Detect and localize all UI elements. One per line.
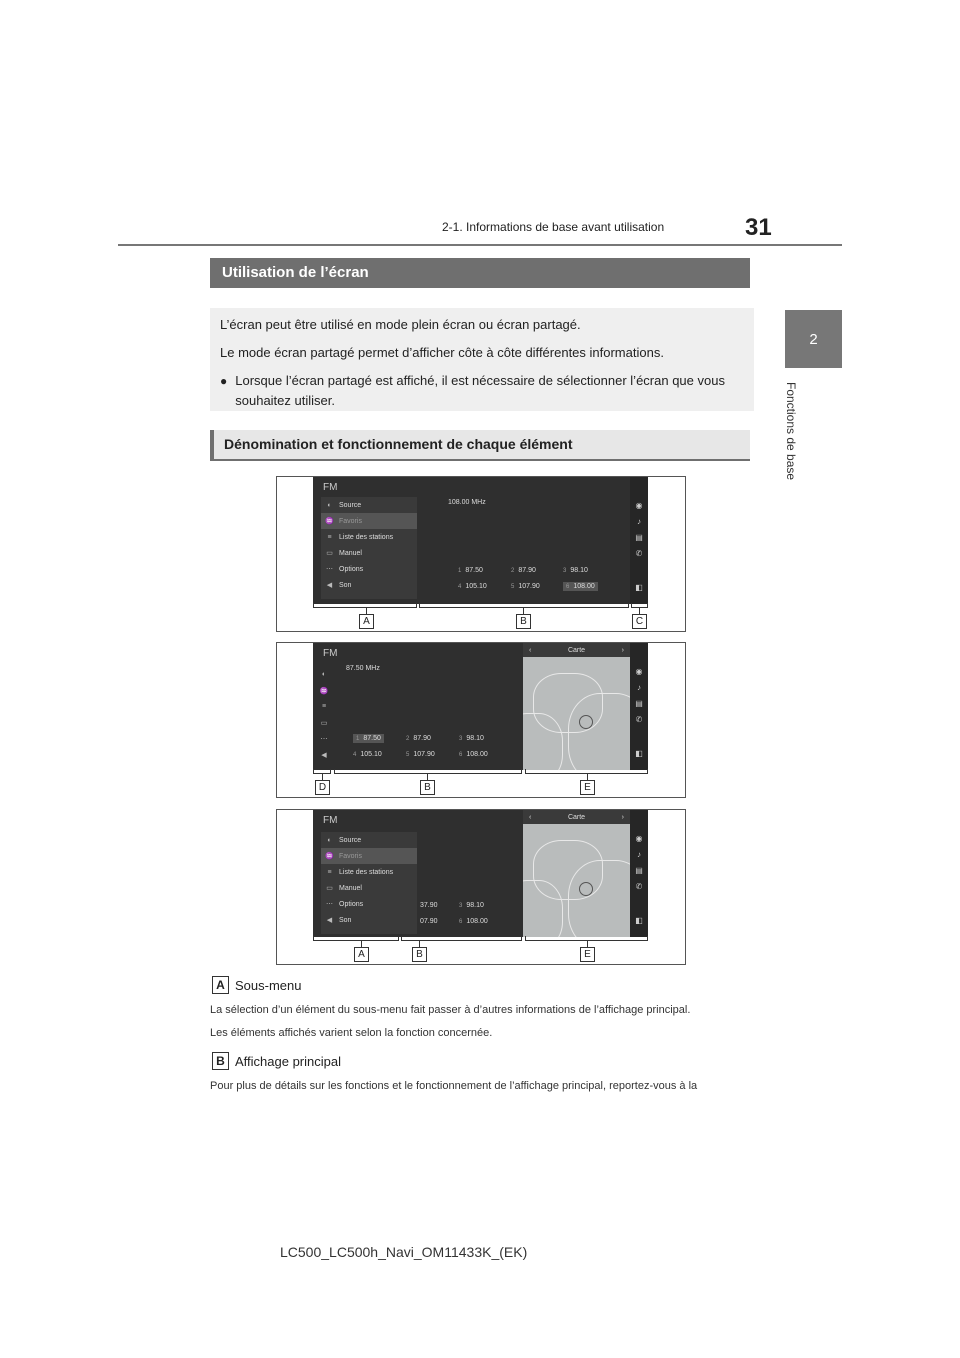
- preset-3[interactable]: 3 98.10: [459, 902, 484, 909]
- menu-item-son[interactable]: ◀ Son: [326, 916, 352, 924]
- preset-6[interactable]: 6 108.00: [459, 751, 488, 758]
- section-heading-screen-use: Utilisation de l’écran: [210, 258, 750, 288]
- phone-icon[interactable]: ✆: [635, 882, 643, 891]
- figure-split-screen: [276, 642, 686, 798]
- menu-item-stations[interactable]: ≡ Liste des stations: [321, 529, 417, 545]
- label-e: E: [580, 947, 595, 962]
- preset-2-cropped[interactable]: 37.90: [420, 902, 438, 909]
- document-code: LC500_LC500h_Navi_OM11433K_(EK): [280, 1244, 528, 1260]
- label-e: E: [580, 780, 595, 795]
- preset-4[interactable]: 4 105.10: [458, 583, 487, 590]
- item-a-title: Sous-menu: [235, 977, 302, 993]
- options-icon[interactable]: ⋯: [320, 736, 328, 743]
- label-b: B: [412, 947, 427, 962]
- music-icon[interactable]: ♪: [637, 850, 641, 859]
- menu-item-source[interactable]: ◐ Source: [321, 832, 417, 848]
- figure-full-screen: [276, 476, 686, 632]
- intro-line-1: L’écran peut être utilisé en mode plein écran ou écran partagé.: [220, 317, 581, 332]
- bracket-b: [334, 773, 522, 774]
- music-icon[interactable]: ♪: [637, 517, 641, 526]
- manual-icon: ▭: [326, 885, 333, 892]
- item-a-heading: [212, 976, 301, 994]
- preset-3[interactable]: 3 98.10: [459, 735, 484, 742]
- station-list-icon: ≡: [327, 533, 332, 541]
- label-d: D: [315, 780, 330, 795]
- preset-5[interactable]: 5 107.90: [406, 751, 435, 758]
- chevron-right-icon[interactable]: ›: [621, 646, 624, 654]
- item-b-title: Affichage principal: [235, 1053, 341, 1069]
- split-screen-icon[interactable]: ◧: [635, 749, 643, 758]
- frequency-readout: 87.50 MHz: [346, 665, 380, 672]
- label-b: B: [516, 614, 531, 629]
- item-b-heading: [212, 1052, 341, 1070]
- chevron-right-icon[interactable]: ›: [621, 813, 624, 821]
- display-screen: [313, 810, 648, 937]
- menu-item-manuel[interactable]: ▭ Manuel: [326, 884, 362, 892]
- frequency-readout: 108.00 MHz: [448, 499, 486, 506]
- preset-1[interactable]: 1 87.50: [458, 567, 483, 574]
- split-screen-icon[interactable]: ◧: [635, 916, 643, 925]
- bracket-a: [313, 607, 417, 608]
- station-list-icon: ≡: [327, 868, 332, 876]
- preset-6[interactable]: 6 108.00: [563, 582, 598, 591]
- side-shortcut-bar: [630, 477, 648, 604]
- map-title: Carte: [567, 646, 586, 654]
- figure-split-submenu: [276, 809, 686, 965]
- preset-5[interactable]: 5 107.90: [511, 583, 540, 590]
- sound-icon: ◀: [326, 917, 333, 924]
- menu-item-stations[interactable]: ≡ Liste des stations: [321, 864, 417, 880]
- chevron-left-icon[interactable]: ‹: [529, 646, 532, 654]
- preset-5-cropped[interactable]: 07.90: [420, 918, 438, 925]
- preset-6[interactable]: 6 108.00: [459, 918, 488, 925]
- sound-icon: ◀: [326, 582, 333, 589]
- menu-item-manuel[interactable]: ▭ Manuel: [326, 549, 362, 557]
- header-rule: [118, 244, 842, 246]
- bullet-icon: ●: [220, 374, 228, 389]
- map-title: Carte: [567, 813, 586, 821]
- band-label: FM: [323, 815, 338, 826]
- display-screen: [313, 477, 648, 604]
- manual-icon[interactable]: ▭: [320, 720, 328, 727]
- menu-item-options[interactable]: ⋯ Options: [326, 900, 364, 908]
- page-number: 31: [745, 214, 772, 241]
- item-b-badge: B: [212, 1052, 229, 1070]
- preset-3[interactable]: 3 98.10: [563, 567, 588, 574]
- preset-2[interactable]: 2 87.90: [406, 735, 431, 742]
- intro-box: [210, 308, 754, 411]
- chapter-title: 2-1. Informations de base avant utilisation: [442, 220, 665, 234]
- info-icon[interactable]: ▤: [635, 699, 643, 708]
- label-b: B: [420, 780, 435, 795]
- chapter-tab-label: Fonctions de base: [784, 382, 798, 481]
- chapter-tab-number: 2: [809, 330, 818, 348]
- bracket-b: [419, 607, 629, 608]
- label-a: A: [354, 947, 369, 962]
- nav-icon[interactable]: ◉: [635, 834, 643, 843]
- label-a: A: [359, 614, 374, 629]
- section-heading-elements: Dénomination et fonctionnement de chaque élément: [210, 430, 750, 461]
- split-screen-icon[interactable]: ◧: [635, 583, 643, 592]
- nav-icon[interactable]: ◉: [635, 667, 643, 676]
- source-icon: ◐: [327, 836, 332, 844]
- collapsed-sub-menu: [317, 671, 331, 760]
- intro-line-2: Le mode écran partagé permet d’afficher côte à côte différentes informations.: [220, 345, 664, 361]
- chevron-left-icon[interactable]: ‹: [529, 813, 532, 821]
- map-header: [523, 810, 630, 824]
- sound-icon[interactable]: ◀: [321, 752, 327, 759]
- item-a-desc-2: Les éléments affichés varient selon la fonction concernée.: [210, 1027, 493, 1039]
- favorites-icon: ♒: [325, 853, 334, 860]
- info-icon[interactable]: ▤: [635, 866, 643, 875]
- current-position-icon: [579, 882, 593, 896]
- menu-item-options[interactable]: ⋯ Options: [326, 565, 364, 573]
- map-header: [523, 643, 630, 657]
- side-shortcut-bar: [630, 643, 648, 770]
- preset-4[interactable]: 4 105.10: [353, 751, 382, 758]
- side-shortcut-bar: [630, 810, 648, 937]
- options-icon: ⋯: [326, 901, 333, 908]
- station-list-icon[interactable]: ≡: [321, 703, 327, 710]
- manual-icon: ▭: [326, 550, 333, 557]
- label-c: C: [632, 614, 647, 629]
- current-position-icon: [579, 715, 593, 729]
- sub-menu: [321, 832, 417, 934]
- music-icon[interactable]: ♪: [637, 683, 641, 692]
- favorites-icon[interactable]: ♒: [319, 688, 329, 695]
- display-screen: [313, 643, 648, 770]
- map-panel[interactable]: [523, 643, 630, 770]
- source-icon: ◐: [327, 501, 332, 509]
- source-icon[interactable]: ◐: [321, 671, 327, 678]
- item-b-desc-1: Pour plus de détails sur les fonctions et le fonctionnement de l’affichage principal, reportez-vous à la: [210, 1080, 698, 1092]
- bracket-a: [313, 940, 399, 941]
- menu-item-son[interactable]: ◀ Son: [326, 581, 352, 589]
- info-icon[interactable]: ▤: [635, 533, 643, 542]
- nav-icon[interactable]: ◉: [635, 501, 643, 510]
- bullet-text: Lorsque l’écran partagé est affiché, il est nécessaire de sélectionner l’écran que vous souhaitez utiliser.: [235, 373, 725, 409]
- band-label: FM: [323, 482, 338, 493]
- band-label: FM: [323, 648, 338, 659]
- preset-2[interactable]: 2 87.90: [511, 567, 536, 574]
- item-a-badge: A: [212, 976, 229, 994]
- phone-icon[interactable]: ✆: [635, 549, 643, 558]
- map-panel[interactable]: [523, 810, 630, 937]
- favorites-icon: ♒: [325, 518, 334, 525]
- preset-1[interactable]: 1 87.50: [353, 734, 384, 743]
- menu-item-favoris[interactable]: ♒ Favoris: [321, 513, 417, 529]
- options-icon: ⋯: [326, 566, 333, 573]
- phone-icon[interactable]: ✆: [635, 715, 643, 724]
- sub-menu: [321, 497, 417, 599]
- item-a-desc-1: La sélection d’un élément du sous-menu fait passer à d’autres informations de l’affichage principal.: [210, 1004, 691, 1016]
- menu-item-source[interactable]: ◐ Source: [321, 497, 417, 513]
- chapter-tab: [785, 310, 842, 368]
- intro-bullet: [220, 371, 744, 411]
- menu-item-favoris[interactable]: ♒ Favoris: [321, 848, 417, 864]
